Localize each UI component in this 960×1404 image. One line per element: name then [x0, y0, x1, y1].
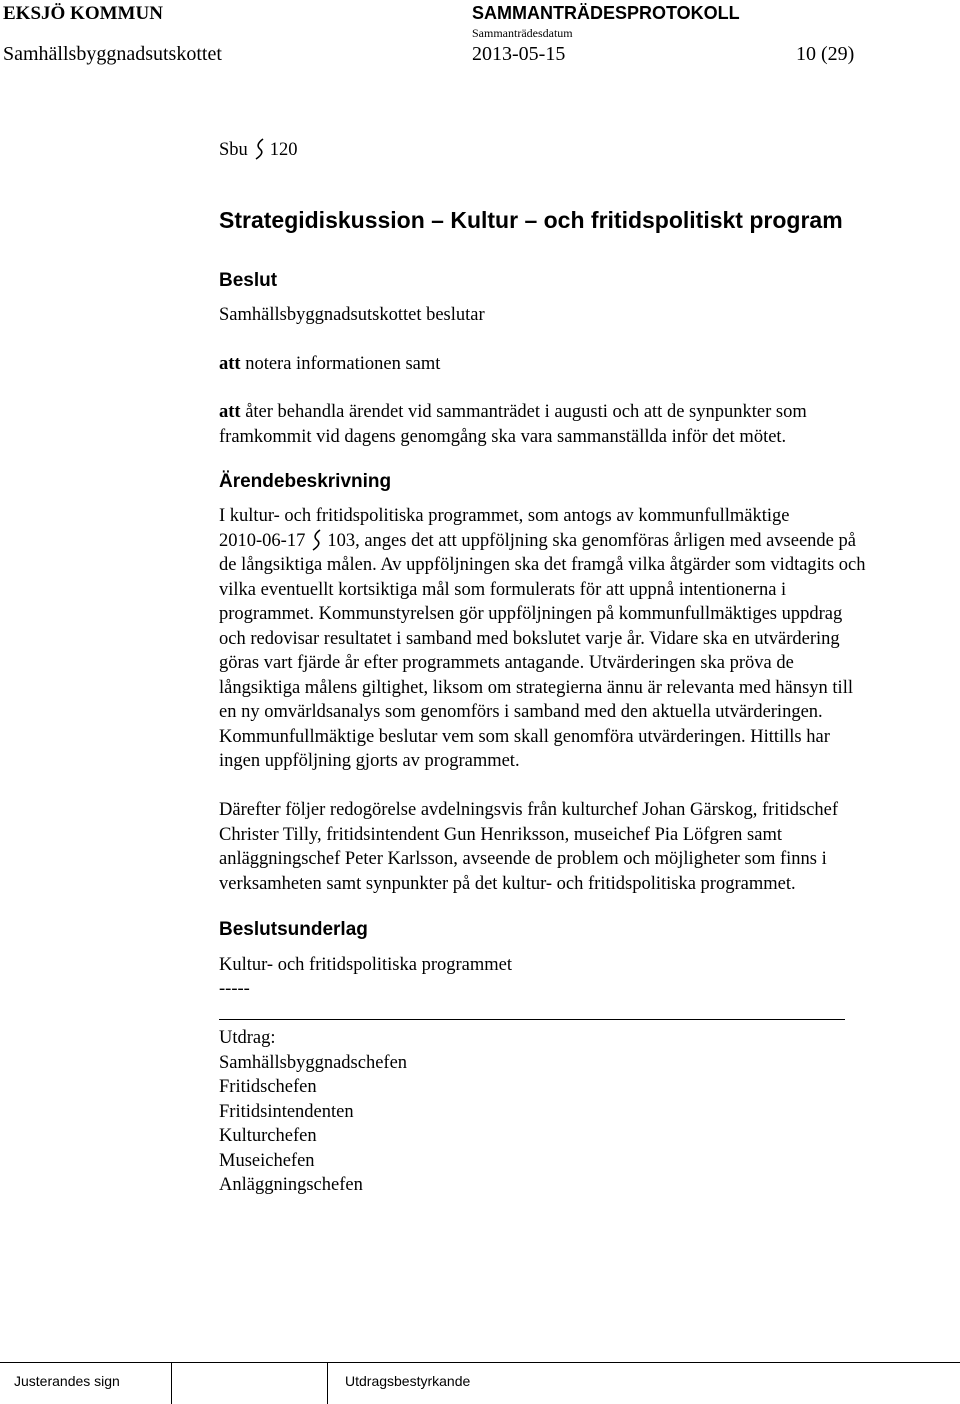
date-label: Sammanträdesdatum — [472, 26, 573, 40]
recipient: Museichefen — [219, 1150, 315, 1171]
recipient: Anläggningschefen — [219, 1175, 363, 1195]
page-number: 10 (29) — [796, 43, 855, 65]
text-line: verksamheten samt synpunkter på det kultur- och fritidspolitiska programmet. — [219, 873, 796, 894]
text-line: de långsiktiga målen. Av uppföljningen ska det framgå vilka åtgärder som vidtagits och — [219, 555, 866, 575]
text-line: Därefter följer redogörelse avdelningsvis från kulturchef Johan Gärskog, fritidschef — [219, 800, 839, 820]
text-line: anläggningschef Peter Karlsson, avseende de problem och möjligheter som finns i — [219, 849, 827, 869]
utdrag-list — [219, 1026, 407, 1198]
decision-date: 2010-06-17 — [219, 530, 306, 551]
arende-heading: Ärendebeskrivning — [219, 471, 392, 492]
text-line: Christer Tilly, fritidsintendent Gun Henriksson, museichef Pia Löfgren samt — [219, 824, 782, 845]
item-num: 120 — [269, 140, 298, 160]
beslut-intro: Samhällsbyggnadsutskottet beslutar — [219, 305, 485, 325]
footer-sign-label: Justerandes sign — [14, 1373, 120, 1389]
att1-text: notera informationen samt — [240, 354, 441, 374]
page-title: Strategidiskussion – Kultur – och fritidspolitiskt program — [219, 207, 843, 233]
committee-name: Samhällsbyggnadsutskottet — [3, 43, 222, 65]
text-line: och redovisar resultatet i samband med bokslutet varje år. Vidare ska en utvärdering — [219, 628, 840, 649]
att-keyword: att — [219, 354, 241, 374]
separator-line — [219, 1019, 845, 1020]
meeting-date: 2013-05-15 — [472, 43, 566, 65]
beslut-att2 — [219, 400, 807, 449]
underlag-dashes: ----- — [219, 979, 250, 999]
text-line: långsiktiga målens giltighet, liksom om strategierna ännu är relevanta med hänsyn till — [219, 677, 853, 698]
att-keyword: att — [219, 402, 241, 422]
underlag-item: Kultur- och fritidspolitiska programmet — [219, 955, 513, 975]
text-fragment: 103, anges det att uppföljning ska genomföras årligen med avseende på — [327, 530, 856, 551]
protocol-title: SAMMANTRÄDESPROTOKOLL — [472, 3, 740, 23]
footer-certified-label: Utdragsbestyrkande — [345, 1373, 471, 1389]
text-line — [219, 529, 865, 554]
text-line: I kultur- och fritidspolitiska programmet, som antogs av kommunfullmäktige — [219, 506, 790, 526]
item-number — [219, 138, 298, 163]
underlag-heading: Beslutsunderlag — [219, 919, 368, 940]
utdrag-label: Utdrag: — [219, 1028, 276, 1048]
arende-paragraph-2 — [219, 798, 838, 896]
text-line: en ny omvärldsanalys som genomförs i samband med den aktuella utvärderingen. — [219, 702, 823, 722]
footer-divider — [0, 1362, 960, 1363]
recipient: Kulturchefen — [219, 1126, 317, 1146]
recipient: Samhällsbyggnadschefen — [219, 1052, 408, 1073]
beslut-heading: Beslut — [219, 270, 278, 291]
recipient: Fritidsintendenten — [219, 1101, 354, 1122]
att2-text-line2: framkommit vid dagens genomgång ska vara sammanställda inför det mötet. — [219, 426, 787, 447]
footer-column-divider — [327, 1362, 328, 1404]
att2-text-line1: åter behandla ärendet vid sammanträdet i augusti och att de synpunkter som — [240, 402, 807, 422]
text-line: ingen uppföljning gjorts av programmet. — [219, 751, 520, 771]
text-line: Kommunfullmäktige beslutar vem som skall genomföra utvärderingen. Hittills har — [219, 726, 830, 747]
beslut-att1 — [219, 352, 440, 377]
arende-paragraph-1 — [219, 504, 865, 774]
organization-name: EKSJÖ KOMMUN — [3, 3, 163, 24]
text-line: programmet. Kommunstyrelsen gör uppföljningen på kommunfullmäktiges uppdrag — [219, 604, 843, 624]
recipient: Fritidschefen — [219, 1077, 317, 1097]
section-sign-icon — [251, 138, 267, 160]
text-line: göras vart fjärde år efter programmets antagande. Utvärderingen ska pröva de — [219, 653, 794, 673]
text-line: vilka eventuellt kortsiktiga mål som formulerats för att uppnå intentionerna i — [219, 579, 787, 600]
section-sign-icon — [308, 529, 324, 551]
item-prefix: Sbu — [219, 140, 248, 160]
footer-column-divider — [171, 1362, 172, 1404]
